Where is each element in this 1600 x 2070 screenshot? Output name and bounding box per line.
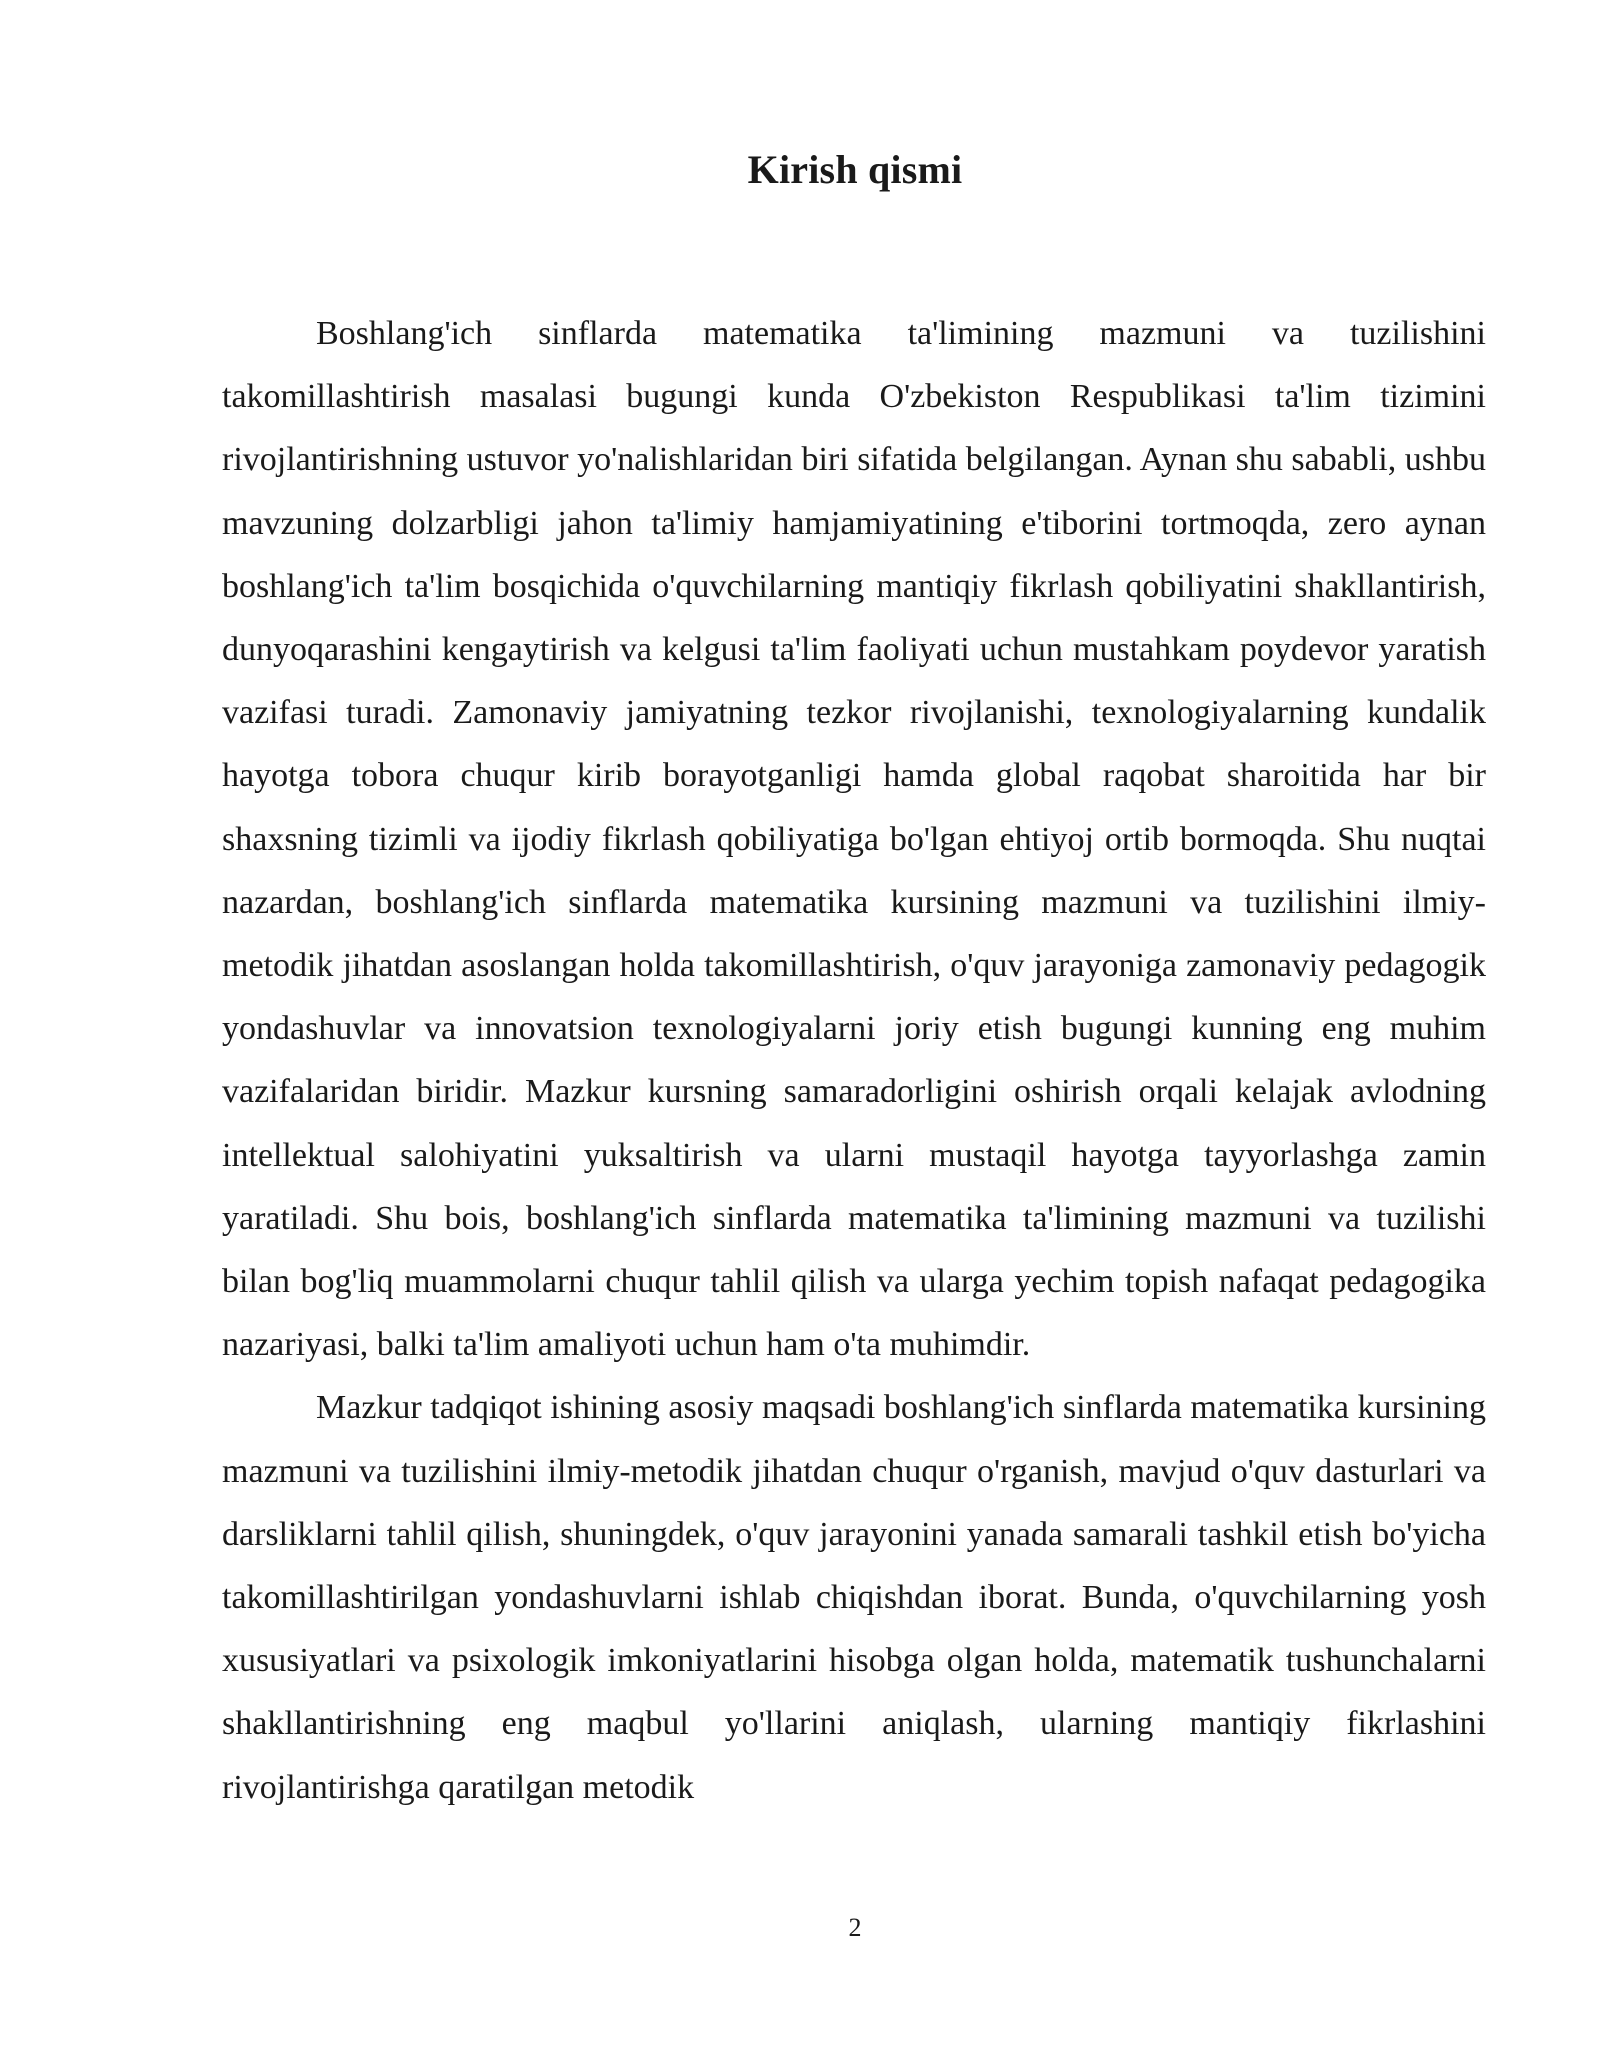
body-text <box>222 302 1486 1819</box>
page-number: 2 <box>848 1913 862 1942</box>
section-title: Kirish qismi <box>747 147 963 192</box>
paragraph-1: Boshlang'ich sinflarda matematika ta'limining mazmuni va tuzilishini takomillashtirish masalasi bugungi kunda O'zbekiston Respublikasi ta'lim tizimini rivojlantirishning ustuvor yo'nalishlaridan biri sifatida belgilangan. Aynan shu sababli, ushbu mavzuning dolzarbligi jahon ta'limiy hamjamiyatining e'tiborini tortmoqda, zero aynan boshlang'ich ta'lim bosqichida o'quvchilarning mantiqiy fikrlash qobiliyatini shakllantirish, dunyoqarashini kengaytirish va kelgusi ta'lim faoliyati uchun mustahkam poydevor yaratish vazifasi turadi. Zamonaviy jamiyatning tezkor rivojlanishi, texnologiyalarning kundalik hayotga tobora chuqur kirib borayotganligi hamda global raqobat sharoitida har bir shaxsning tizimli va ijodiy fikrlash qobiliyatiga bo'lgan ehtiyoj ortib bormoqda. Shu nuqtai nazardan, boshlang'ich sinflarda matematika kursining mazmuni va tuzilishini ilmiy-metodik jihatdan asoslangan holda takomillashtirish, o'quv jarayoniga zamonaviy pedagogik yondashuvlar va innovatsion texnologiyalarni joriy etish bugungi kunning eng muhim vazifalaridan biridir. Mazkur kursning samaradorligini oshirish orqali kelajak avlodning intellektual salohiyatini yuksaltirish va ularni mustaqil hayotga tayyorlashga zamin yaratiladi. Shu bois, boshlang'ich sinflarda matematika ta'limining mazmuni va tuzilishi bilan bog'liq muammolarni chuqur tahlil qilish va ularga yechim topish nafaqat pedagogika nazariyasi, balki ta'lim amaliyoti uchun ham o'ta muhimdir. <box>222 315 1486 1364</box>
paragraph-2: Mazkur tadqiqot ishining asosiy maqsadi boshlang'ich sinflarda matematika kursining mazmuni va tuzilishini ilmiy-metodik jihatdan chuqur o'rganish, mavjud o'quv dasturlari va darsliklarni tahlil qilish, shuningdek, o'quv jarayonini yanada samarali tashkil etish bo'yicha takomillashtirilgan yondashuvlarni ishlab chiqishdan iborat. Bunda, o'quvchilarning yosh xususiyatlari va psixologik imkoniyatlarini hisobga olgan holda, matematik tushunchalarni shakllantirishning eng maqbul yo'llarini aniqlash, ularning mantiqiy fikrlashini rivojlantirishga qaratilgan metodik <box>222 1389 1486 1806</box>
